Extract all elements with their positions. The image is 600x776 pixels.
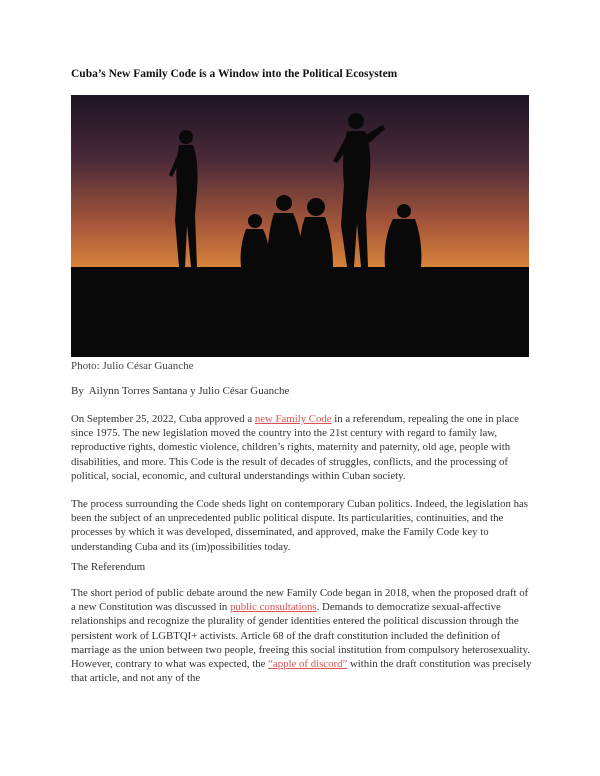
paragraph-text: The short period of public debate around the new Family Code began in 2018, when the proposed draft of a new Constitution was discussed in bbox=[71, 587, 529, 614]
ground-silhouette bbox=[71, 267, 529, 357]
paragraph-referendum bbox=[71, 586, 533, 685]
paragraph-text: within the draft constitution was precisely that article, and not any of the bbox=[71, 658, 532, 685]
byline: By Ailynn Torres Santana y Julio César Guanche bbox=[71, 385, 290, 397]
paragraph-intro bbox=[71, 412, 533, 483]
paragraph-process: The process surrounding the Code sheds light on contemporary Cuban politics. Indeed, the legislation has been the subject of an unprecedented public political dispute. Its particularities, continuities, and the processes by which it was developed, disseminated, and approved, make the Family Code key to understanding Cuba and its (im)possibilities today. bbox=[71, 498, 528, 553]
sunset-silhouette-image bbox=[71, 95, 529, 357]
paragraph-text: On September 25, 2022, Cuba approved a bbox=[71, 413, 255, 425]
article-title: Cuba’s New Family Code is a Window into the Political Ecosystem bbox=[71, 68, 398, 80]
paragraph-text: . Demands to democratize sexual-affective relationships and recognize the plurality of gender identities entered the political discussion through the persistent work of LGBTQI+ activists. Article 68 of the draft constitution included the definition of marriage as the union between two people, freeing this social institution from compulsory heterosexuality. However, contrary to what was expected, the bbox=[71, 601, 530, 671]
paragraph-text: in a referendum, repealing the one in place since 1975. The new legislation moved the country into the 21st century with regard to family law, reproductive rights, domestic violence, children’s rights, maternity and paternity, old age, people with disabilities, and more. This Code is the result of decades of struggles, conflicts, and the processing of political, social, economic, and cultural understandings within Cuban society. bbox=[71, 413, 519, 482]
apple-of-discord-link[interactable]: “apple of discord” bbox=[268, 658, 348, 671]
new-family-code-link[interactable]: new Family Code bbox=[254, 413, 332, 425]
photo-caption: Photo: Julio César Guanche bbox=[71, 360, 194, 372]
section-heading-referendum: The Referendum bbox=[71, 561, 146, 573]
public-consultations-link[interactable]: public consultations bbox=[229, 601, 317, 614]
article-photo bbox=[71, 95, 529, 357]
